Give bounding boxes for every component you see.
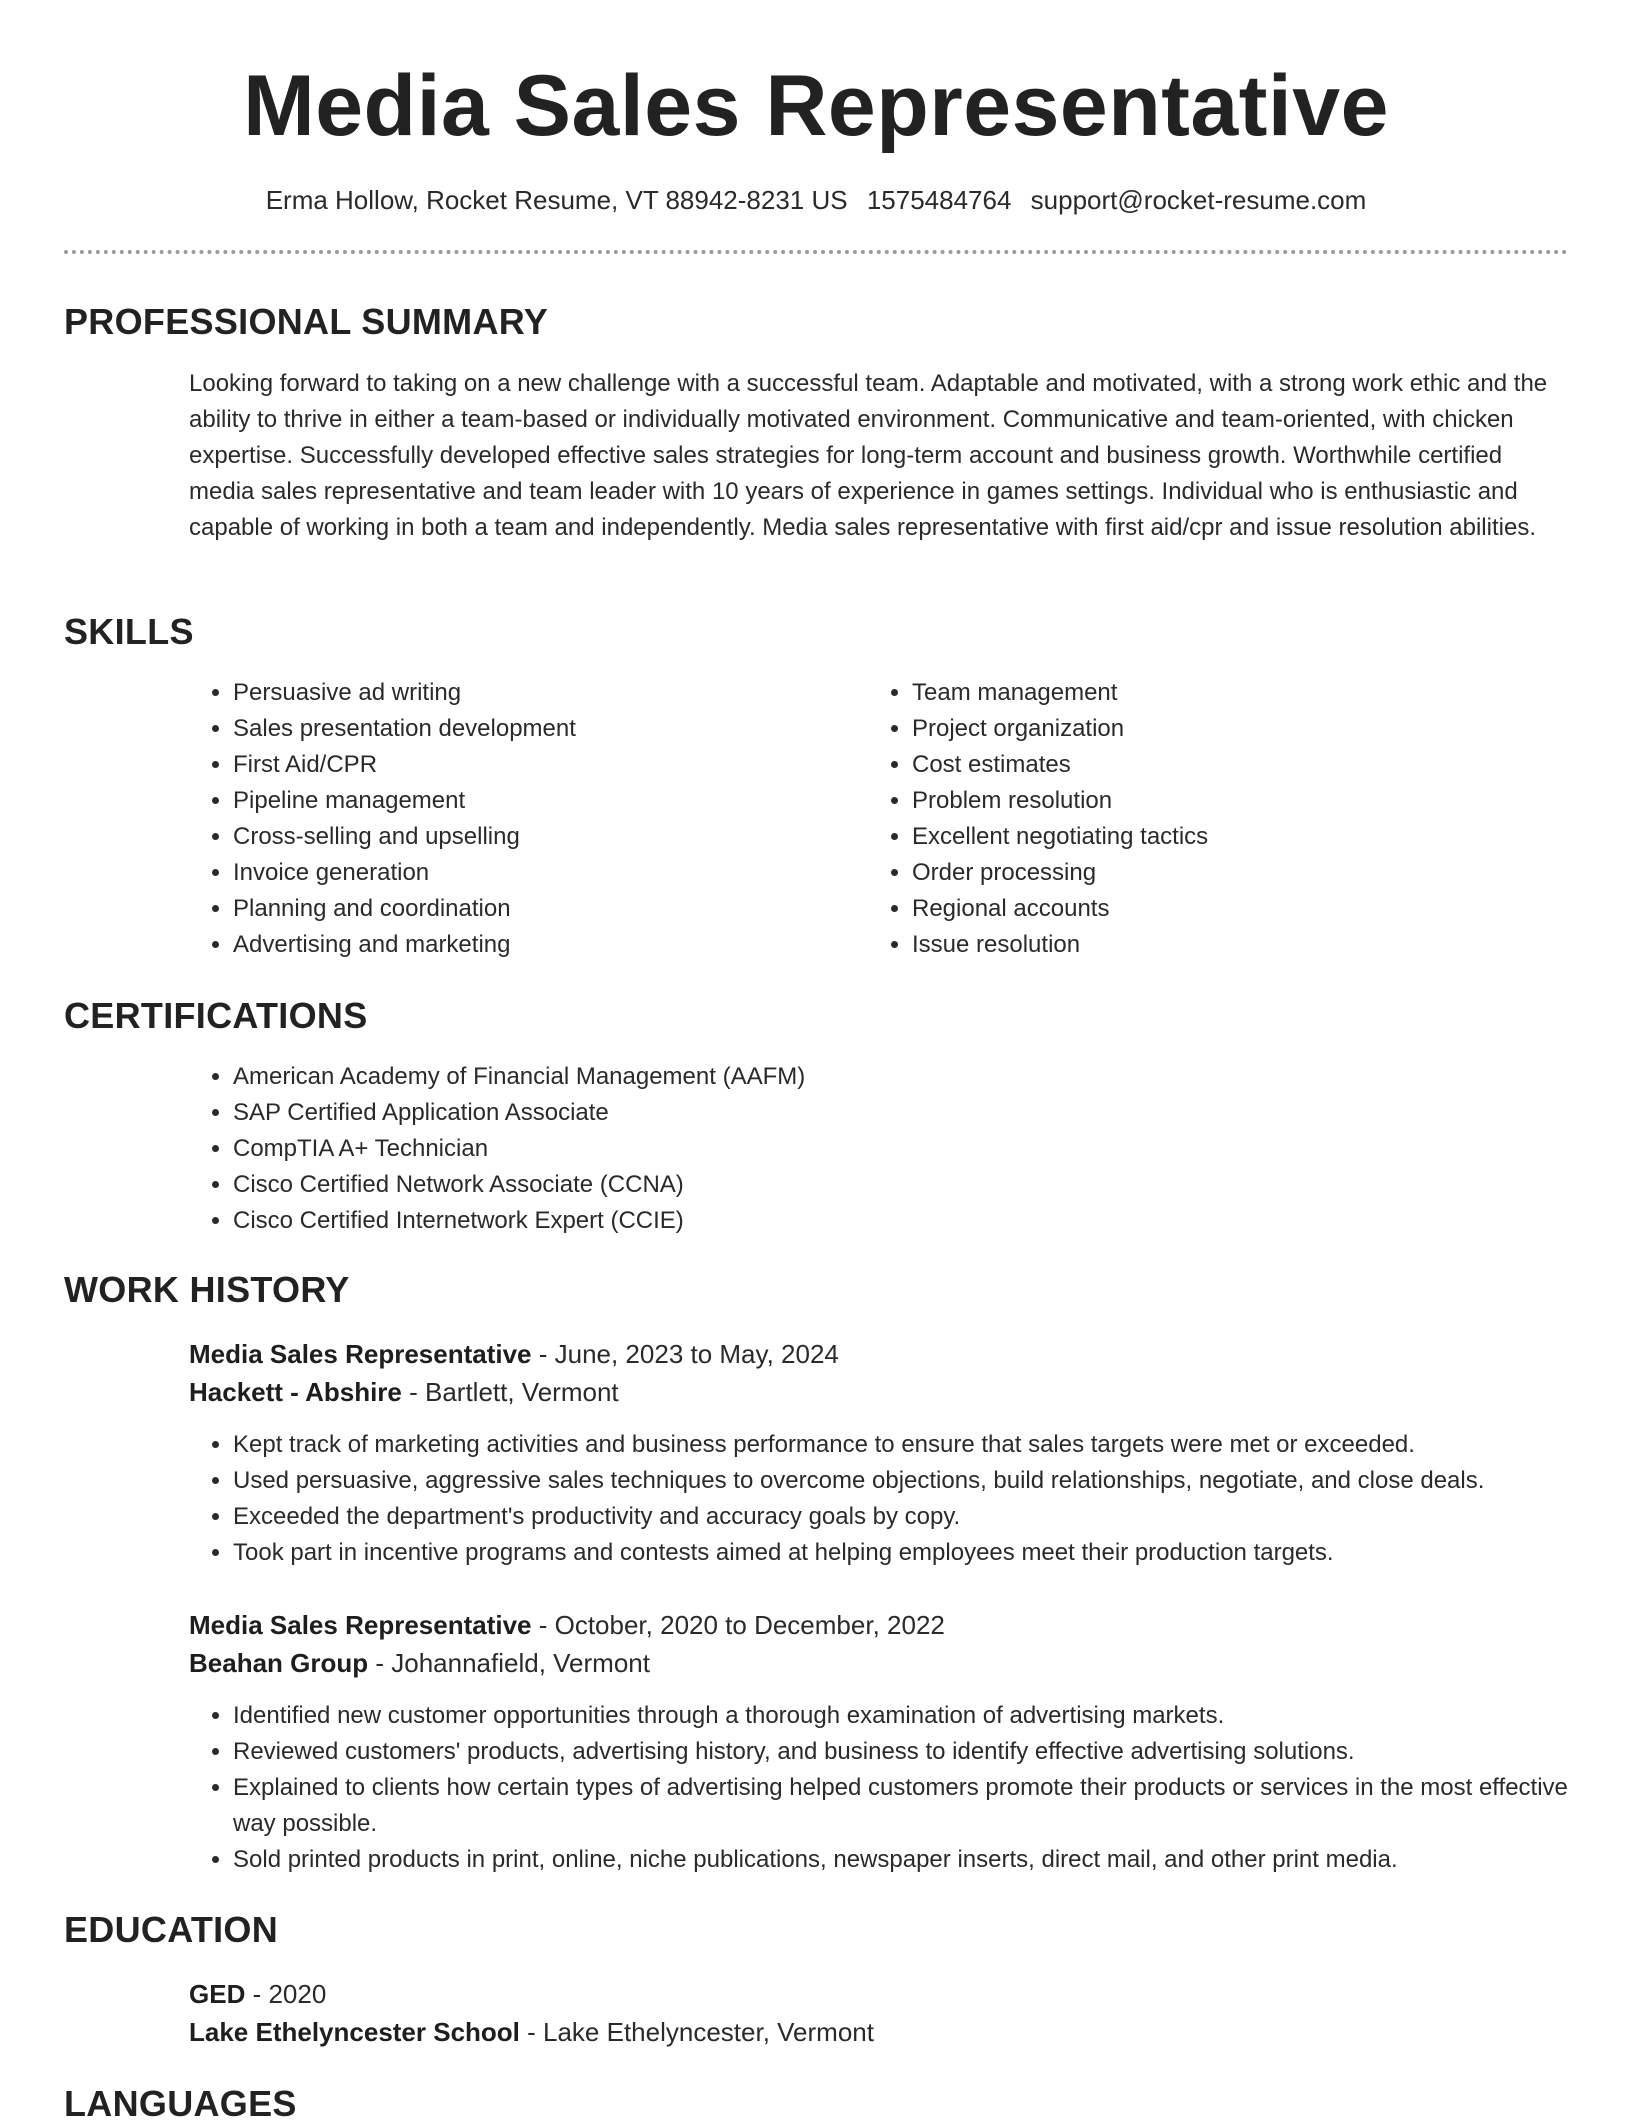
list-item: • Sales presentation development bbox=[233, 711, 809, 747]
list-item: • CompTIA A+ Technician bbox=[233, 1131, 1389, 1167]
list-item: • Reviewed customers' products, advertising history, and business to identify effective advertising solutions. bbox=[233, 1734, 1569, 1770]
list-item: • Sold printed products in print, online, niche publications, newspaper inserts, direct mail, and other print media. bbox=[233, 1842, 1569, 1878]
list-item: • Excellent negotiating tactics bbox=[912, 819, 1488, 855]
education-heading: EDUCATION bbox=[64, 1909, 279, 1950]
list-item: • Identified new customer opportunities through a thorough examination of advertising markets. bbox=[233, 1698, 1569, 1734]
list-item: • Team management bbox=[912, 675, 1488, 711]
list-item: • Cost estimates bbox=[912, 747, 1488, 783]
list-item: • Kept track of marketing activities and business performance to ensure that sales targets were met or exceeded. bbox=[233, 1427, 1569, 1463]
job-company-line bbox=[189, 1644, 1569, 1682]
list-item: • American Academy of Financial Management (AAFM) bbox=[233, 1059, 1389, 1095]
education-school-line bbox=[189, 2013, 1569, 2051]
list-item: • Regional accounts bbox=[912, 891, 1488, 927]
list-item: • Cross-selling and upselling bbox=[233, 819, 809, 855]
education-location: - Lake Ethelyncester, Vermont bbox=[519, 2017, 874, 2047]
skills-heading: SKILLS bbox=[64, 611, 194, 652]
job-location: - Bartlett, Vermont bbox=[401, 1377, 619, 1407]
certifications-list bbox=[189, 1059, 1389, 1239]
list-item: • Problem resolution bbox=[912, 783, 1488, 819]
education-degree: GED bbox=[189, 1979, 246, 2009]
job-company: Beahan Group bbox=[189, 1648, 369, 1678]
skills-list-left bbox=[189, 675, 809, 963]
certifications-column bbox=[189, 1059, 1389, 1239]
job-company-line bbox=[189, 1373, 1569, 1411]
list-item: • Advertising and marketing bbox=[233, 927, 809, 963]
job-dates: - June, 2023 to May, 2024 bbox=[531, 1339, 839, 1369]
job-entry bbox=[189, 1335, 1569, 1571]
job-entry bbox=[189, 1606, 1569, 1878]
job-dates: - October, 2020 to December, 2022 bbox=[531, 1610, 945, 1640]
work-history-heading: WORK HISTORY bbox=[64, 1269, 350, 1310]
job-title-line bbox=[189, 1335, 1569, 1373]
contact-email: support@rocket-resume.com bbox=[1030, 185, 1367, 215]
list-item: • Pipeline management bbox=[233, 783, 809, 819]
education-school: Lake Ethelyncester School bbox=[189, 2017, 520, 2047]
list-item: • SAP Certified Application Associate bbox=[233, 1095, 1389, 1131]
list-item: • Order processing bbox=[912, 855, 1488, 891]
education-degree-line bbox=[189, 1975, 1569, 2013]
certifications-heading: CERTIFICATIONS bbox=[64, 995, 368, 1036]
job-title-line bbox=[189, 1606, 1569, 1644]
job-location: - Johannafield, Vermont bbox=[368, 1648, 650, 1678]
list-item: • Persuasive ad writing bbox=[233, 675, 809, 711]
list-item: • Cisco Certified Internetwork Expert (CCIE) bbox=[233, 1203, 1389, 1239]
languages-heading: LANGUAGES bbox=[64, 2083, 297, 2124]
resume-title: Media Sales Representative bbox=[243, 58, 1389, 154]
summary-text: Looking forward to taking on a new challenge with a successful team. Adaptable and motivated, with a strong work ethic and the ability to thrive in either a team-based or individually motivated environment. Communicative and team-oriented, with chicken expertise. Successfully developed effective sales strategies for long-term account and business growth. Worthwhile certified media sales representative and team leader with 10 years of experience in games settings. Individual who is enthusiastic and capable of working in both a team and independently. Media sales representative with first aid/cpr and issue resolution abilities. bbox=[189, 370, 1548, 541]
contact-address: Erma Hollow, Rocket Resume, VT 88942-8231 US bbox=[265, 185, 848, 215]
list-item: • Cisco Certified Network Associate (CCNA) bbox=[233, 1167, 1389, 1203]
skills-left-column bbox=[189, 675, 809, 963]
list-item: • Project organization bbox=[912, 711, 1488, 747]
job-title: Media Sales Representative bbox=[189, 1339, 532, 1369]
list-item: • Took part in incentive programs and contests aimed at helping employees meet their production targets. bbox=[233, 1535, 1569, 1571]
header-divider bbox=[64, 250, 1568, 254]
job-title: Media Sales Representative bbox=[189, 1610, 532, 1640]
list-item: • Planning and coordination bbox=[233, 891, 809, 927]
job-bullets bbox=[189, 1427, 1569, 1571]
skills-list-right bbox=[868, 675, 1488, 963]
list-item: • Invoice generation bbox=[233, 855, 809, 891]
list-item: • Issue resolution bbox=[912, 927, 1488, 963]
job-bullets bbox=[189, 1698, 1569, 1878]
contact-line bbox=[0, 182, 1632, 218]
summary-heading: PROFESSIONAL SUMMARY bbox=[64, 301, 549, 342]
list-item: • Exceeded the department's productivity and accuracy goals by copy. bbox=[233, 1499, 1569, 1535]
skills-right-column bbox=[868, 675, 1488, 963]
contact-phone: 1575484764 bbox=[866, 185, 1012, 215]
job-company: Hackett - Abshire bbox=[189, 1377, 402, 1407]
list-item: • Used persuasive, aggressive sales techniques to overcome objections, build relationships, negotiate, and close deals. bbox=[233, 1463, 1569, 1499]
education-year: - 2020 bbox=[245, 1979, 327, 2009]
education-entry bbox=[189, 1975, 1569, 2051]
list-item: • First Aid/CPR bbox=[233, 747, 809, 783]
list-item: • Explained to clients how certain types of advertising helped customers promote their products or services in the most effective way possible. bbox=[233, 1770, 1569, 1842]
